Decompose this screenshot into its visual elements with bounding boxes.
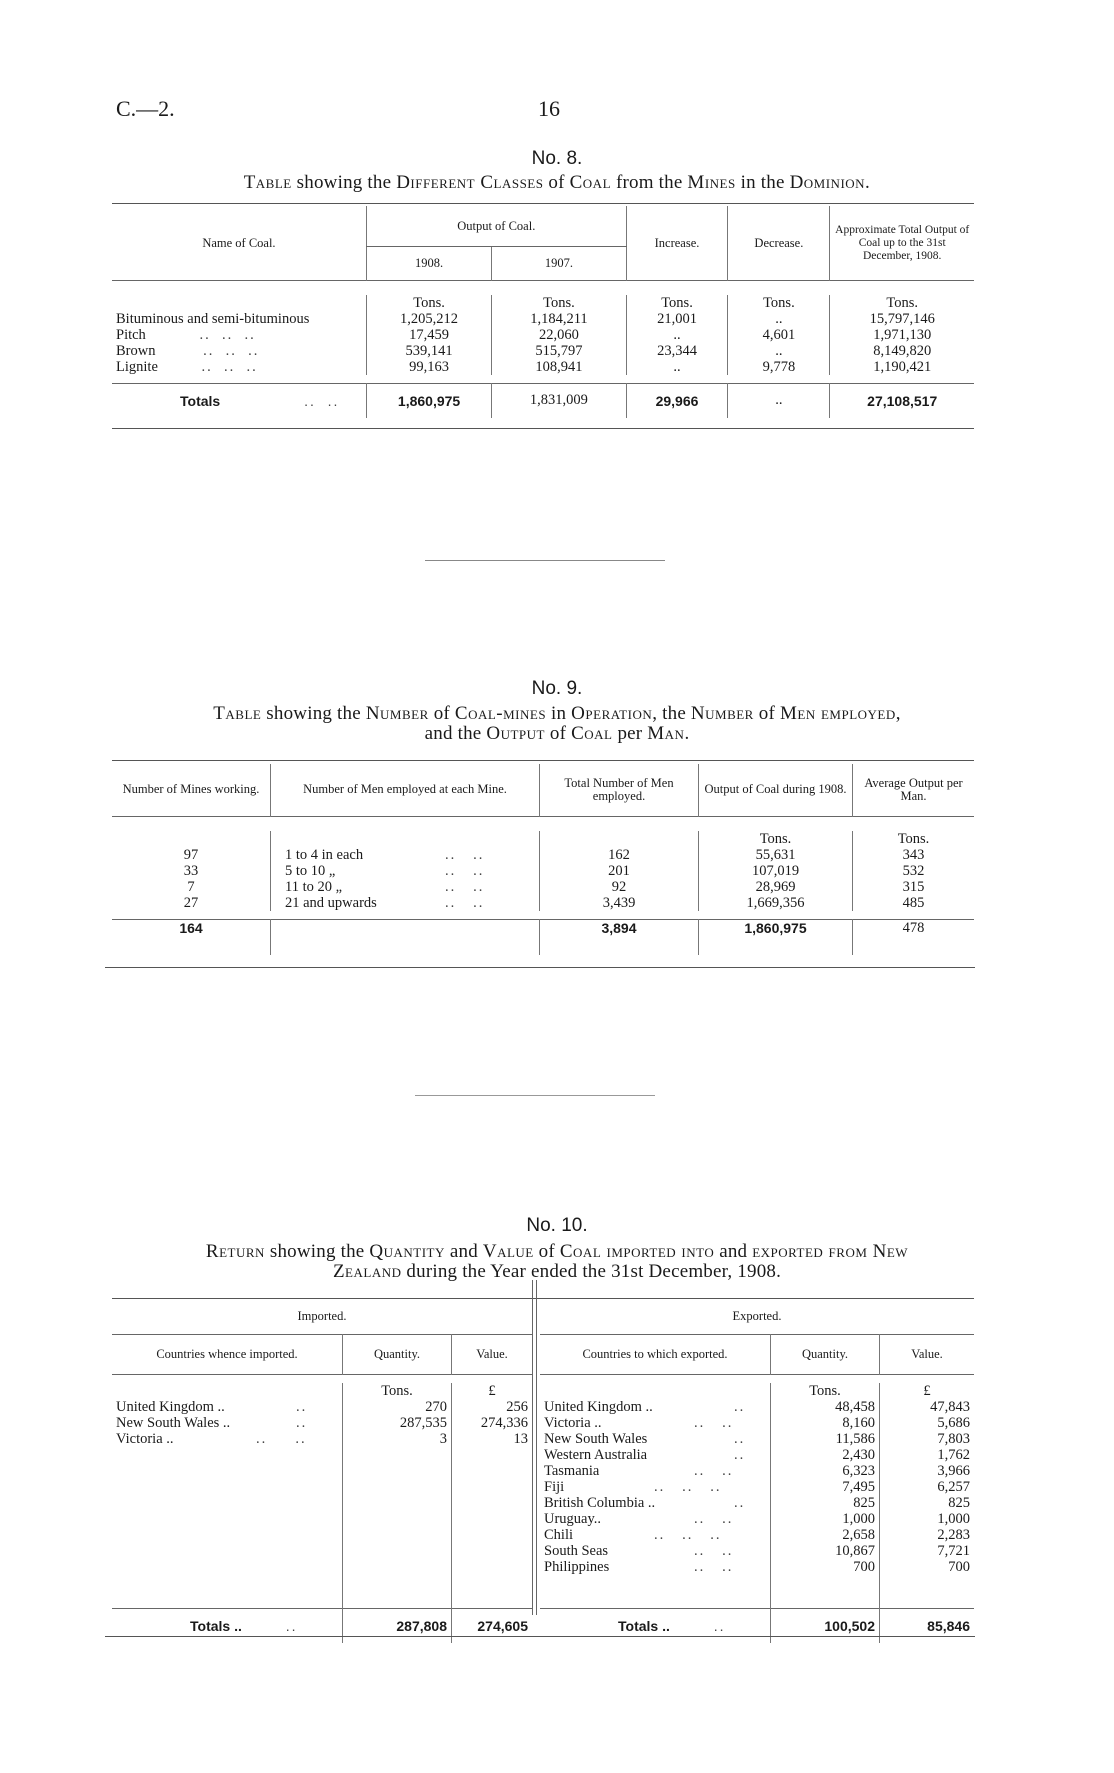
export-values: £ 47,843 5,686 7,803 1,762 3,966 6,257 825 1,000 2,283 7,721 700	[880, 1383, 975, 1609]
output-values: Tons. 55,631 107,019 28,969 1,669,356	[699, 831, 853, 911]
total-1907: 1,831,009	[492, 384, 626, 418]
total-output: 1,860,975	[699, 919, 853, 955]
totals-label: Totals .. ..	[180, 392, 340, 409]
col-decrease: Decrease.	[728, 206, 830, 281]
row-name: Bituminous and semi-bituminous	[116, 311, 310, 327]
col-name-of-coal: Name of Coal.	[202, 235, 276, 250]
col-1908: 1908.	[366, 247, 491, 281]
mines-working-values: 97 33 7 27	[183, 846, 199, 911]
col-import-quantity: Quantity.	[343, 1334, 452, 1374]
col-import-value: Value.	[452, 1334, 533, 1374]
table8-title: Table showing the Different Classes of Coal from the Mines in the Dominion.	[243, 172, 871, 193]
total-average: 478	[853, 919, 975, 955]
total-increase: 29,966	[626, 384, 728, 418]
total-1908: 1,860,975	[366, 384, 491, 418]
col-increase-values: Tons. 21,001 .. 23,344 ..	[626, 295, 728, 375]
col-total-values: Tons. 15,797,146 1,971,130 8,149,820 1,190,421	[830, 295, 974, 375]
col-approx-total: Approximate Total Output of Coal up to the 31st December, 1908.	[830, 206, 974, 281]
import-total-value: 274,605	[452, 1609, 533, 1643]
col-countries-exported: Countries to which exported.	[582, 1346, 728, 1361]
page-number: 16	[538, 96, 560, 121]
men-each-values: 1 to 4 in each .. .. 5 to 10 „ .. .. 11 to 20 „ .. .. 21 and upwards .. ..	[271, 831, 540, 911]
import-quantities: Tons. 270 287,535 3	[343, 1383, 452, 1609]
table9-title: Table showing the Number of Coal-mines in Operation, the Number of Men employed, and the Output of Coal per Man.	[213, 703, 901, 744]
import-values: £ 256 274,336 13	[452, 1383, 533, 1609]
average-values: Tons. 343 532 315 485	[853, 831, 975, 911]
total-approx: 27,108,517	[830, 384, 974, 418]
col-output-of-coal: Output of Coal.	[366, 206, 626, 247]
document-reference: C.—2.	[116, 96, 175, 121]
export-total-quantity: 100,502	[771, 1609, 880, 1643]
col-men-each-mine: Number of Men employed at each Mine.	[271, 764, 540, 816]
col-export-quantity: Quantity.	[771, 1334, 880, 1374]
export-quantities: Tons. 48,458 8,160 11,586 2,430 6,323 7,495 825 1,000 2,658 10,867 700	[771, 1383, 880, 1609]
total-men: 3,894	[540, 919, 699, 955]
export-totals-label: Totals .. ..	[618, 1617, 726, 1634]
table9	[112, 764, 974, 955]
col-decrease-values: Tons. .. 4,601 .. 9,778	[728, 295, 830, 375]
export-total-value: 85,846	[880, 1609, 975, 1643]
total-decrease: ..	[728, 384, 830, 418]
import-countries: United Kingdom .. .. New South Wales .. .. Victoria .. .. ..	[116, 1398, 308, 1447]
row-name: Lignite .. .. ..	[116, 359, 258, 375]
col-total-men: Total Number of Men employed.	[540, 764, 699, 816]
col-1907: 1907.	[492, 247, 626, 281]
table10-title: Return showing the Quantity and Value of Coal imported into and exported from New Zealand during the Year ended the 31st December, 1908.	[205, 1241, 909, 1282]
table8-number: No. 8.	[531, 148, 583, 169]
col-mines-working: Number of Mines working.	[122, 782, 260, 797]
table9-number: No. 9.	[531, 678, 583, 699]
col-increase: Increase.	[626, 206, 728, 281]
import-total-quantity: 287,808	[343, 1609, 452, 1643]
col-average-output: Average Output per Man.	[853, 764, 975, 816]
exports-table	[540, 1300, 974, 1643]
coal-names	[112, 295, 366, 375]
table10-number: No. 10.	[526, 1215, 588, 1236]
export-countries: United Kingdom .. .. Victoria .. .. .. New South Wales .. Western Australia .. Tasmania .. .. Fiji .. .. .. British Columbia .. .. Uruguay.. .. .. Chili .. .. .. South Seas .. .. Philippines .. ..	[544, 1398, 746, 1575]
col-1908-values: Tons. 1,205,212 17,459 539,141 99,163	[366, 295, 491, 375]
exported-heading: Exported.	[732, 1309, 782, 1324]
row-name: Pitch .. .. ..	[116, 327, 256, 343]
col-1907-values: Tons. 1,184,211 22,060 515,797 108,941	[492, 295, 626, 375]
table8	[112, 206, 974, 418]
imports-table	[112, 1300, 532, 1643]
total-mines: 164	[179, 919, 203, 936]
col-output-1908: Output of Coal during 1908.	[699, 764, 853, 816]
import-totals-label: Totals .. ..	[190, 1617, 298, 1634]
col-countries-imported: Countries whence imported.	[156, 1346, 298, 1361]
col-export-value: Value.	[880, 1334, 975, 1374]
imported-heading: Imported.	[297, 1309, 347, 1324]
total-men-values: 162 201 92 3,439	[540, 831, 699, 911]
row-name: Brown .. .. ..	[116, 343, 260, 359]
